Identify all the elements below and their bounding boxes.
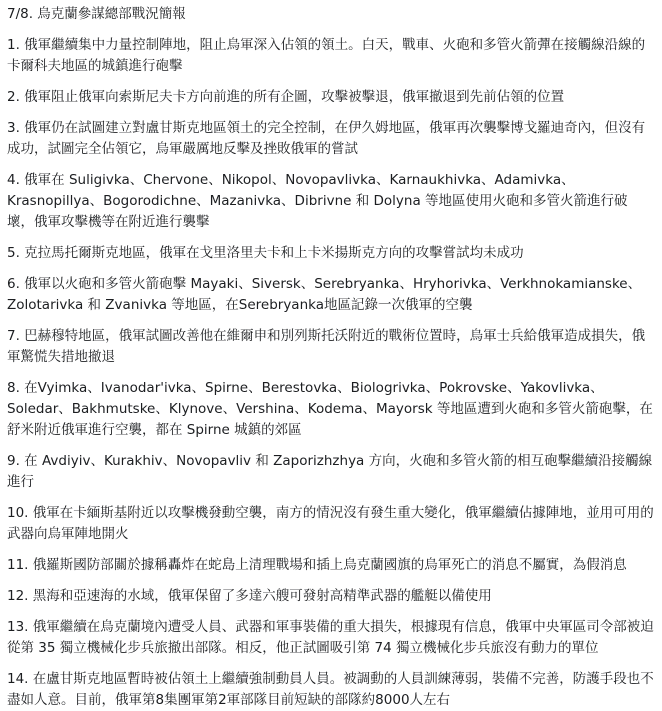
report-item-2: 2. 俄軍阻止俄軍向索斯尼夫卡方向前進的所有企圖，攻擊被擊退，俄軍撤退到先前佔領的位置 bbox=[7, 89, 565, 105]
report-item-4: 4. 俄軍在 Suligivka、Chervone、Nikopol、Novopavlivka、Karnaukhivka、Adamivka、Krasnopillya、Bogorodichne、Mazanivka、Dibrivne 和 Dolyna 等地區使用火砲和多管火箭進行破壞，俄軍攻擊機等在附近進行襲擊 bbox=[7, 172, 628, 230]
report-item-5: 5. 克拉馬托爾斯克地區，俄軍在戈里洛里夫卡和上卡米揚斯克方向的攻擊嘗試均未成功 bbox=[7, 245, 524, 261]
post-title: 7/8. 烏克蘭參謀總部戰況簡報 bbox=[7, 6, 186, 22]
report-item-12: 12. 黑海和亞速海的水域，俄軍保留了多達六艘可發射高精準武器的艦艇以備使用 bbox=[7, 588, 492, 604]
report-item-7: 7. 巴赫穆特地區，俄軍試圖改善他在維爾申和別列斯托沃附近的戰術位置時，烏軍士兵給俄軍造成損失，俄軍驚慌失措地撤退 bbox=[7, 328, 646, 365]
report-item-13: 13. 俄軍繼續在烏克蘭境內遭受人員、武器和軍事裝備的重大損失，根據現有信息，俄軍中央軍區司令部被迫從第 35 獨立機械化步兵旅撤出部隊。相反，他正試圖吸引第 74 獨立機械化步兵旅沒有動力的單位 bbox=[7, 619, 654, 656]
report-item-14: 14. 在盧甘斯克地區暫時被佔領土上繼續強制動員人員。被調動的人員訓練薄弱，裝備不完善，防護手段也不盡如人意。目前，俄軍第8集團軍第2軍部隊目前短缺的部隊約8000人左右 bbox=[7, 671, 654, 708]
report-item-8: 8. 在Vyimka、Ivanodar'ivka、Spirne、Berestovka、Biologrivka、Pokrovske、Yakovlivka、Soledar、Bakhmutske、Klynove、Vershina、Kodema、Mayorsk 等地區遭到火砲和多管火箭砲擊，在舒米附近俄軍進行空襲，都在 Spirne 城鎮的郊區 bbox=[7, 380, 653, 438]
report-item-11: 11. 俄羅斯國防部關於據稱轟炸在蛇島上清理戰場和插上烏克蘭國旗的烏軍死亡的消息不屬實，為假消息 bbox=[7, 557, 627, 573]
report-item-9: 9. 在 Avdiyiv、Kurakhiv、Novopavliv 和 Zaporizhzhya 方向，火砲和多管火箭的相互砲擊繼續沿接觸線進行 bbox=[7, 453, 653, 490]
report-item-1: 1. 俄軍繼續集中力量控制陣地，阻止烏軍深入佔領的領土。白天，戰車、火砲和多管火箭彈在接觸線沿線的卡爾科夫地區的城鎮進行砲擊 bbox=[7, 37, 646, 74]
report-item-3: 3. 俄軍仍在試圖建立對盧甘斯克地區領土的完全控制，在伊久姆地區，俄軍再次襲擊博戈羅迪奇內，但沒有成功，試圖完全佔領它，烏軍嚴厲地反擊及挫敗俄軍的嘗試 bbox=[7, 120, 646, 157]
report-item-10: 10. 俄軍在卡緬斯基附近以攻擊機發動空襲，南方的情況沒有發生重大變化，俄軍繼續佔據陣地，並用可用的武器向烏軍陣地開火 bbox=[7, 505, 654, 542]
report-item-6: 6. 俄軍以火砲和多管火箭砲擊 Mayaki、Siversk、Serebryanka、Hryhorivka、Verkhnokamianske、Zolotarivka 和 Zvanivka 等地區，在Serebryanka地區記錄一次俄軍的空襲 bbox=[7, 276, 642, 313]
